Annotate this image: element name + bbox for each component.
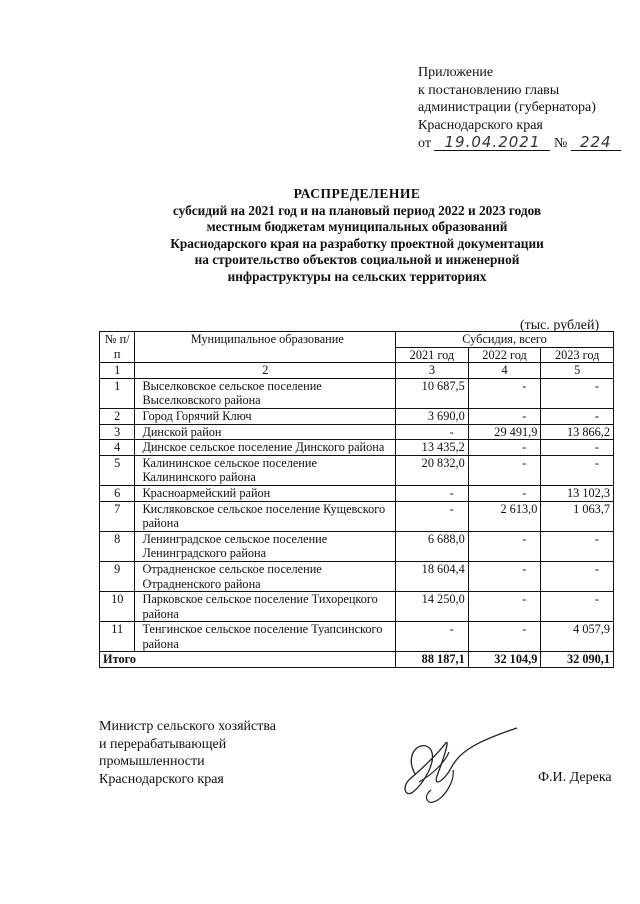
row-2023: - bbox=[541, 440, 614, 456]
appendix-line-4: Краснодарского края bbox=[418, 117, 543, 133]
row-municipality: Динское сельское поселение Динского района bbox=[135, 440, 396, 456]
table-row bbox=[100, 455, 614, 485]
total-row bbox=[100, 652, 614, 668]
handwritten-number: 224 bbox=[571, 134, 621, 151]
row-2021: 18 604,4 bbox=[396, 561, 469, 591]
units-label: (тыс. рублей) bbox=[520, 318, 600, 333]
row-2023: - bbox=[541, 531, 614, 561]
header-subsidy: Субсидия, всего bbox=[396, 332, 614, 348]
table-row bbox=[100, 561, 614, 591]
row-2022: - bbox=[468, 531, 541, 561]
row-2021: 13 435,2 bbox=[396, 440, 469, 456]
row-number: 7 bbox=[100, 501, 135, 531]
signature-stroke bbox=[405, 728, 517, 794]
column-number: 4 bbox=[468, 363, 541, 379]
row-2022: - bbox=[468, 561, 541, 591]
handwritten-signature bbox=[393, 722, 523, 808]
minister-line: Краснодарского края bbox=[99, 771, 224, 787]
total-label: Итого bbox=[100, 652, 396, 668]
row-2023: 13 102,3 bbox=[541, 485, 614, 501]
row-number: 5 bbox=[100, 455, 135, 485]
appendix-block bbox=[418, 64, 621, 153]
title-line: на строительство объектов социальной и инженерной bbox=[194, 252, 520, 267]
row-municipality: Ленинградское сельское поселение Ленинградского района bbox=[135, 531, 396, 561]
header-number: № п/п bbox=[100, 332, 135, 363]
minister-title bbox=[99, 718, 276, 788]
row-2021: - bbox=[396, 622, 469, 652]
row-2022: - bbox=[468, 408, 541, 424]
column-number: 2 bbox=[135, 363, 396, 379]
row-municipality: Тенгинское сельское поселение Туапсинского района bbox=[135, 622, 396, 652]
signer-name: Ф.И. Дерека bbox=[538, 770, 612, 785]
row-2022: - bbox=[468, 378, 541, 408]
row-municipality: Отрадненское сельское поселение Отрадненского района bbox=[135, 561, 396, 591]
table-row bbox=[100, 592, 614, 622]
row-2023: 1 063,7 bbox=[541, 501, 614, 531]
row-number: 11 bbox=[100, 622, 135, 652]
distribution-table bbox=[99, 331, 614, 668]
row-2023: 13 866,2 bbox=[541, 424, 614, 440]
row-municipality: Парковское сельское поселение Тихорецкого района bbox=[135, 592, 396, 622]
row-2022: - bbox=[468, 622, 541, 652]
row-number: 9 bbox=[100, 561, 135, 591]
table-row bbox=[100, 531, 614, 561]
title-line: Краснодарского края на разработку проектной документации bbox=[170, 235, 544, 251]
row-2022: 29 491,9 bbox=[468, 424, 541, 440]
row-2021: 10 687,5 bbox=[396, 378, 469, 408]
minister-line: и перерабатывающей bbox=[99, 736, 227, 752]
row-2021: 6 688,0 bbox=[396, 531, 469, 561]
row-2021: - bbox=[396, 485, 469, 501]
total-2023: 32 090,1 bbox=[541, 652, 614, 668]
row-municipality: Выселковское сельское поселение Выселковского района bbox=[135, 378, 396, 408]
row-municipality: Город Горячий Ключ bbox=[135, 408, 396, 424]
table-row bbox=[100, 424, 614, 440]
header-municipality: Муниципальное образование bbox=[135, 332, 396, 363]
row-municipality: Красноармейский район bbox=[135, 485, 396, 501]
document-title bbox=[100, 186, 614, 285]
column-number: 3 bbox=[396, 363, 469, 379]
table-row bbox=[100, 485, 614, 501]
row-number: 6 bbox=[100, 485, 135, 501]
column-number-row bbox=[100, 363, 614, 379]
handwritten-date: 19.04.2021 bbox=[434, 134, 550, 151]
appendix-line-2: к постановлению главы bbox=[418, 82, 560, 98]
row-2022: - bbox=[468, 455, 541, 485]
row-number: 1 bbox=[100, 378, 135, 408]
row-2023: - bbox=[541, 408, 614, 424]
row-municipality: Калининское сельское поселение Калининского района bbox=[135, 455, 396, 485]
table-row bbox=[100, 408, 614, 424]
row-2023: 4 057,9 bbox=[541, 622, 614, 652]
total-2022: 32 104,9 bbox=[468, 652, 541, 668]
row-municipality: Кисляковское сельское поселение Кущевского района bbox=[135, 501, 396, 531]
table-row bbox=[100, 378, 614, 408]
row-2022: - bbox=[468, 592, 541, 622]
title-line: инфраструктуры на сельских территориях bbox=[227, 268, 487, 284]
row-number: 3 bbox=[100, 424, 135, 440]
title-line: субсидий на 2021 год и на плановый период 2022 и 2023 годов bbox=[172, 202, 542, 218]
row-2021: 3 690,0 bbox=[396, 408, 469, 424]
row-number: 4 bbox=[100, 440, 135, 456]
header-row bbox=[100, 332, 614, 348]
number-prefix: № bbox=[553, 136, 568, 151]
row-2022: 2 613,0 bbox=[468, 501, 541, 531]
table-row bbox=[100, 501, 614, 531]
row-2023: - bbox=[541, 561, 614, 591]
row-number: 2 bbox=[100, 408, 135, 424]
total-2021: 88 187,1 bbox=[396, 652, 469, 668]
header-2022: 2022 год bbox=[468, 347, 541, 363]
appendix-line-3: администрации (губернатора) bbox=[418, 100, 596, 115]
appendix-date-line bbox=[418, 134, 621, 153]
row-number: 10 bbox=[100, 592, 135, 622]
row-2023: - bbox=[541, 455, 614, 485]
row-2023: - bbox=[541, 592, 614, 622]
column-number: 5 bbox=[541, 363, 614, 379]
minister-line: Министр сельского хозяйства bbox=[99, 719, 276, 734]
row-2023: - bbox=[541, 378, 614, 408]
row-2021: 20 832,0 bbox=[396, 455, 469, 485]
row-2021: - bbox=[396, 501, 469, 531]
title-line: местным бюджетам муниципальных образований bbox=[206, 219, 508, 234]
table-body bbox=[100, 378, 614, 652]
date-prefix: от bbox=[418, 136, 431, 151]
header-2021: 2021 год bbox=[396, 347, 469, 363]
row-2021: 14 250,0 bbox=[396, 592, 469, 622]
row-number: 8 bbox=[100, 531, 135, 561]
row-2022: - bbox=[468, 485, 541, 501]
table-row bbox=[100, 622, 614, 652]
title-main: РАСПРЕДЕЛЕНИЕ bbox=[293, 186, 421, 201]
column-number: 1 bbox=[100, 363, 135, 379]
appendix-line-1: Приложение bbox=[418, 65, 494, 80]
minister-line: промышленности bbox=[99, 754, 205, 770]
row-2022: - bbox=[468, 440, 541, 456]
row-2021: - bbox=[396, 424, 469, 440]
header-2023: 2023 год bbox=[541, 347, 614, 363]
row-municipality: Динской район bbox=[135, 424, 396, 440]
table-row bbox=[100, 440, 614, 456]
